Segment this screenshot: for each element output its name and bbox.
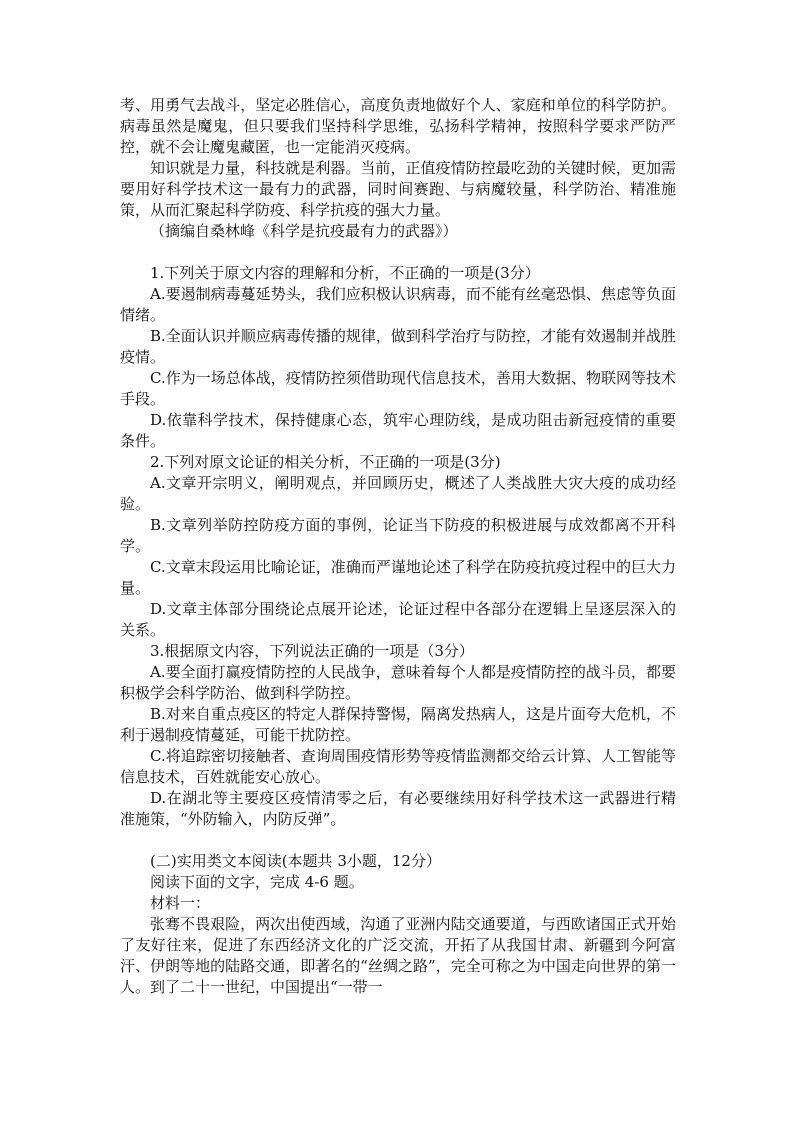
question-1-stem: 1.下列关于原文内容的理解和分析，不正确的一项是(3分） — [150, 264, 540, 282]
question-3-option-d: D.在湖北等主要疫区疫情清零之后，有必要继续用好科学技术这一武器进行精准施策，“外防输入，内防反弹”。 — [120, 789, 676, 828]
question-2-option-d: D.文章主体部分围绕论点展开论述，论证过程中各部分在逻辑上呈逐层深入的关系。 — [120, 600, 676, 639]
passage-paragraph-1: 考、用勇气去战斗，坚定必胜信心，高度负责地做好个人、家庭和单位的科学防护。病毒虽然是魔鬼，但只要我们坚持科学思维，弘扬科学精神，按照科学要求严防严控，就不会让魔鬼藏匿，也一定能消灭疫病。 — [120, 96, 676, 156]
question-1-option-b: B.全面认识并顺应病毒传播的规律，做到科学治疗与防控，才能有效遏制并战胜疫情。 — [120, 327, 676, 366]
spacer — [120, 830, 676, 851]
material-1-text: 张骞不畏艰险，两次出使西域，沟通了亚洲内陆交通要道，与西欧诸国正式开始了友好往来，促进了东西经济文化的广泛交流，开拓了从我国甘肃、新疆到今阿富汗、伊朗等地的陆路交通，即著名的“丝绸之路”，完全可称之为中国走向世界的第一人。到了二十一世纪，中国提出“一带一 — [120, 915, 676, 996]
section-2-instruction: 阅读下面的文字，完成 4-6 题。 — [150, 873, 364, 891]
material-1-label: 材料一： — [150, 894, 211, 912]
question-3-option-a: A.要全面打赢疫情防控的人民战争，意味着每个人都是疫情防控的战斗员，都要积极学会科学防治、做到科学防控。 — [120, 663, 676, 702]
document-body — [120, 95, 676, 998]
question-2-option-a: A.文章开宗明义，阐明观点，并回顾历史，概述了人类战胜大灾大疫的成功经验。 — [120, 474, 676, 513]
question-2-stem: 2.下列对原文论证的相关分析，不正确的一项是(3分) — [150, 453, 501, 471]
question-1-option-d: D.依靠科学技术，保持健康心态，筑牢心理防线，是成功阻击新冠疫情的重要条件。 — [120, 411, 676, 450]
section-2-heading: (二)实用类文本阅读(本题共 3小题，12分） — [150, 852, 441, 870]
question-3-option-b: B.对来自重点疫区的特定人群保持警惕，隔离发热病人，这是片面夸大危机，不利于遏制疫情蔓延，可能干扰防控。 — [120, 705, 676, 744]
question-1-option-a: A.要遏制病毒蔓延势头，我们应积极认识病毒，而不能有丝毫恐惧、焦虑等负面情绪。 — [120, 285, 676, 324]
question-3-stem: 3.根据原文内容，下列说法正确的一项是（3分） — [150, 642, 474, 660]
passage-paragraph-2: 知识就是力量，科技就是利器。当前，正值疫情防控最吃劲的关键时候，更加需要用好科学技术这一最有力的武器，同时间赛跑、与病魔较量，科学防治、精准施策，从而汇聚起科学防疫、科学抗疫的强大力量。 — [120, 159, 676, 219]
question-2-option-c: C.文章末段运用比喻论证，准确而严谨地论述了科学在防疫抗疫过程中的巨大力量。 — [120, 558, 676, 597]
question-1-option-c: C.作为一场总体战，疫情防控须借助现代信息技术，善用大数据、物联网等技术手段。 — [120, 369, 676, 408]
question-3-option-c: C.将追踪密切接触者、查询周围疫情形势等疫情监测都交给云计算、人工智能等信息技术，百姓就能安心放心。 — [120, 747, 676, 786]
spacer — [120, 242, 676, 263]
question-2-option-b: B.文章列举防控防疫方面的事例，论证当下防疫的积极进展与成效都离不开科学。 — [120, 516, 676, 555]
passage-source: （摘编自桑林峰《科学是抗疫最有力的武器》） — [150, 222, 458, 240]
